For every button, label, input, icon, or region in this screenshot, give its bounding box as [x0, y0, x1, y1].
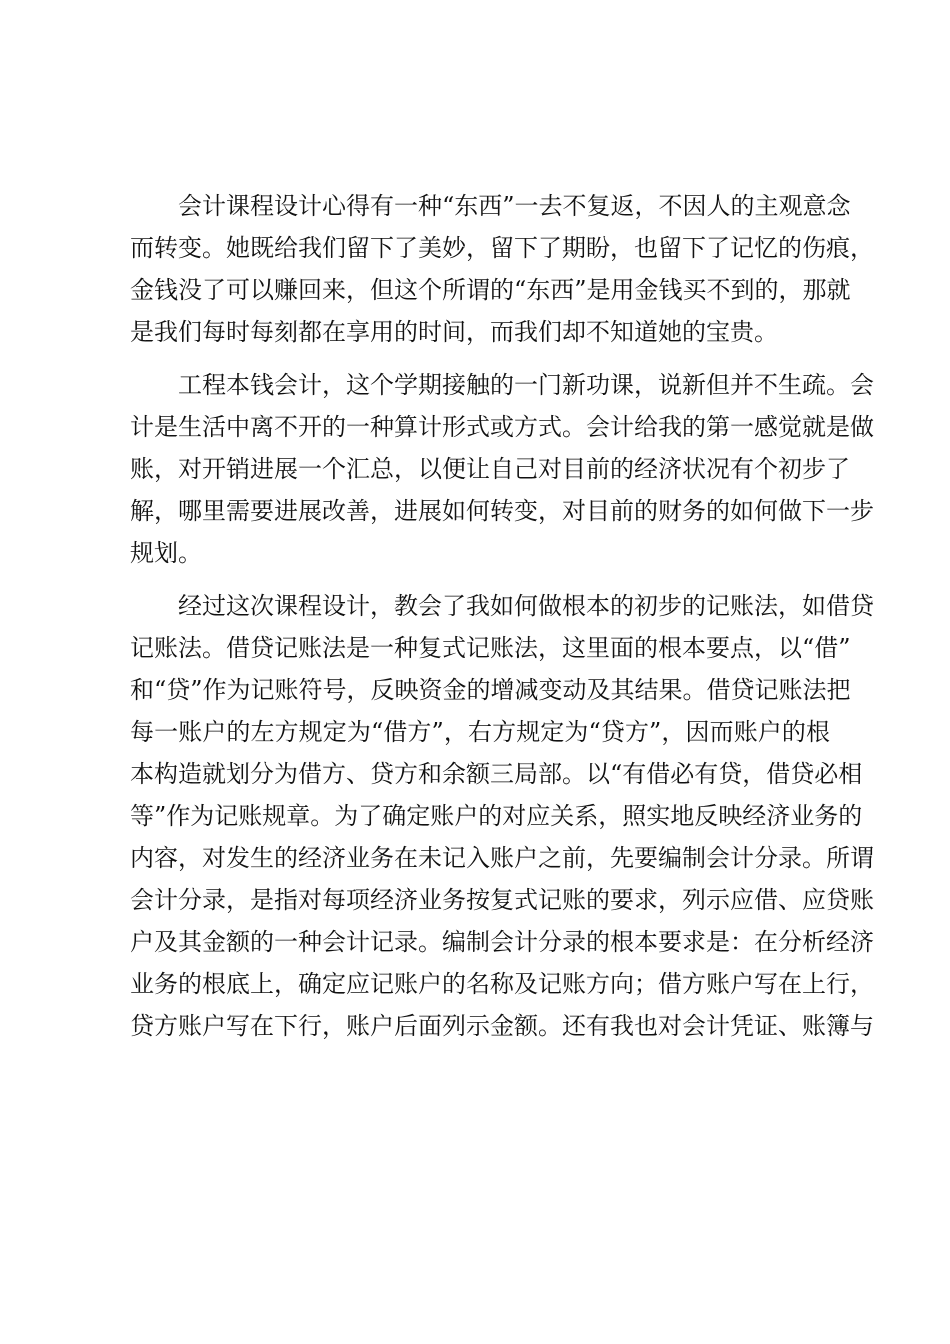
paragraph-line: 记账法。借贷记账法是一种复式记账法，这里面的根本要点，以“借” [130, 634, 851, 662]
paragraph-3 [130, 585, 874, 1047]
paragraph-line: 内容，对发生的经济业务在未记入账户之前，先要编制会计分录。所谓 [130, 844, 874, 872]
paragraph-line: 是我们每时每刻都在享用的时间，而我们却不知道她的宝贵。 [130, 318, 778, 346]
document-body [130, 185, 874, 1058]
paragraph-line: 每一账户的左方规定为“借方”，右方规定为“贷方”，因而账户的根 [130, 718, 830, 746]
paragraph-line: 户及其金额的一种会计记录。编制会计分录的根本要求是：在分析经济 [130, 928, 874, 956]
paragraph-line: 金钱没了可以赚回来，但这个所谓的“东西”是用金钱买不到的，那就 [130, 276, 851, 304]
paragraph-line: 会计课程设计心得有一种“东西”一去不复返，不因人的主观意念 [178, 192, 851, 220]
paragraph-line: 和“贷”作为记账符号，反映资金的增减变动及其结果。借贷记账法把 [130, 676, 851, 704]
paragraph-line: 计是生活中离不开的一种算计形式或方式。会计给我的第一感觉就是做 [130, 413, 874, 441]
paragraph-line: 贷方账户写在下行，账户后面列示金额。还有我也对会计凭证、账簿与 [130, 1012, 874, 1040]
paragraph-line: 而转变。她既给我们留下了美妙，留下了期盼，也留下了记忆的伤痕， [130, 234, 874, 262]
paragraph-line: 账，对开销进展一个汇总，以便让自己对目前的经济状况有个初步了 [130, 455, 850, 483]
paragraph-line: 会计分录，是指对每项经济业务按复式记账的要求，列示应借、应贷账 [130, 886, 874, 914]
paragraph-2 [130, 364, 874, 574]
paragraph-line: 经过这次课程设计，教会了我如何做根本的初步的记账法，如借贷 [178, 592, 874, 620]
paragraph-line: 工程本钱会计，这个学期接触的一门新功课，说新但并不生疏。会 [178, 371, 874, 399]
paragraph-line: 业务的根底上，确定应记账户的名称及记账方向；借方账户写在上行， [130, 970, 874, 998]
paragraph-1 [130, 185, 874, 353]
paragraph-line: 规划。 [130, 539, 202, 567]
paragraph-line: 等”作为记账规章。为了确定账户的对应关系，照实地反映经济业务的 [130, 802, 863, 830]
paragraph-line: 解，哪里需要进展改善，进展如何转变，对目前的财务的如何做下一步 [130, 497, 874, 525]
paragraph-line: 本构造就划分为借方、贷方和余额三局部。以“有借必有贷，借贷必相 [130, 760, 863, 788]
